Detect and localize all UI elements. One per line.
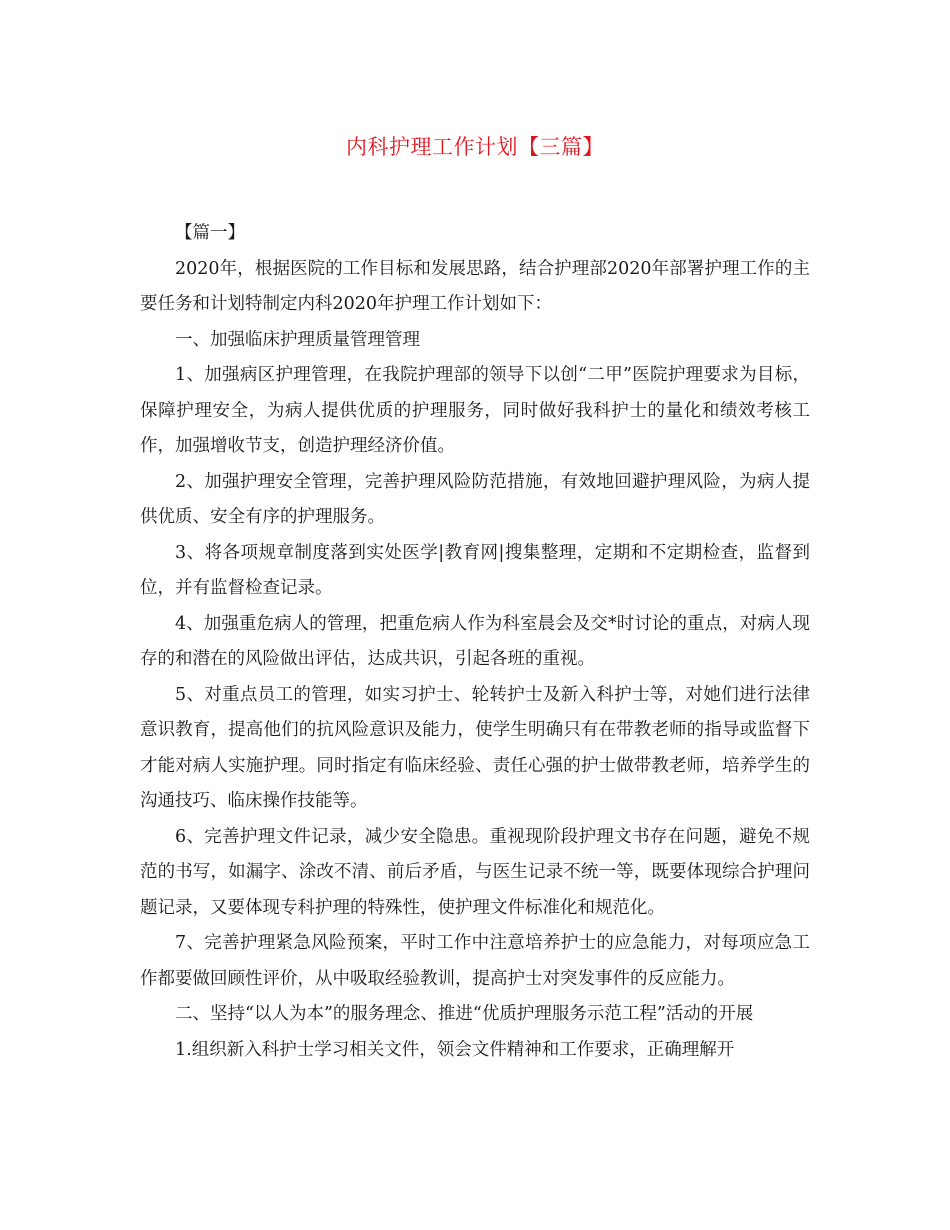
paragraph-item-5: 5、对重点员工的管理，如实习护士、轮转护士及新入科护士等，对她们进行法律意识教育，提高他们的抗风险意识及能力，使学生明确只有在带教老师的指导或监督下才能对病人实施护理。同时指定有临床经验、责任心强的护士做带教老师，培养学生的沟通技巧、临床操作技能等。 (140, 684, 810, 811)
document-body (140, 216, 810, 1068)
paragraph-item-3: 3、将各项规章制度落到实处医学|教育网|搜集整理，定期和不定期检查，监督到位，并有监督检查记录。 (140, 542, 810, 598)
paragraph-item-6: 6、完善护理文件记录，减少安全隐患。重视现阶段护理文书存在问题，避免不规范的书写，如漏字、涂改不清、前后矛盾，与医生记录不统一等，既要体现综合护理问题记录，又要体现专科护理的特殊性，使护理文件标准化和规范化。 (140, 826, 810, 918)
paragraph-section-1-heading: 一、加强临床护理质量管理管理 (175, 329, 420, 350)
paragraph-section-2-heading: 二、坚持“以人为本”的服务理念、推进“优质护理服务示范工程”活动的开展 (175, 1004, 754, 1024)
document-title: 内科护理工作计划【三篇】 (346, 135, 604, 159)
paragraph-section-2-item-1: 1.组织新入科护士学习相关文件，领会文件精神和工作要求，正确理解开 (175, 1039, 735, 1060)
paragraph-item-4: 4、加强重危病人的管理，把重危病人作为科室晨会及交*时讨论的重点，对病人现存的和潜在的风险做出评估，达成共识，引起各班的重视。 (140, 613, 810, 669)
paragraph-item-2: 2、加强护理安全管理，完善护理风险防范措施，有效地回避护理风险，为病人提供优质、安全有序的护理服务。 (140, 471, 810, 527)
paragraph-item-7: 7、完善护理紧急风险预案，平时工作中注意培养护士的应急能力，对每项应急工作都要做回顾性评价，从中吸取经验教训，提高护士对突发事件的反应能力。 (140, 933, 810, 989)
paragraph-item-1: 1、加强病区护理管理，在我院护理部的领导下以创“二甲”医院护理要求为目标，保障护理安全，为病人提供优质的护理服务，同时做好我科护士的量化和绩效考核工作，加强增收节支，创造护理经济价值。 (140, 365, 810, 456)
paragraph-intro: 2020年，根据医院的工作目标和发展思路，结合护理部2020年部署护理工作的主要任务和计划特制定内科2020年护理工作计划如下： (140, 258, 810, 314)
paragraph-part-heading: 【篇一】 (175, 223, 245, 243)
